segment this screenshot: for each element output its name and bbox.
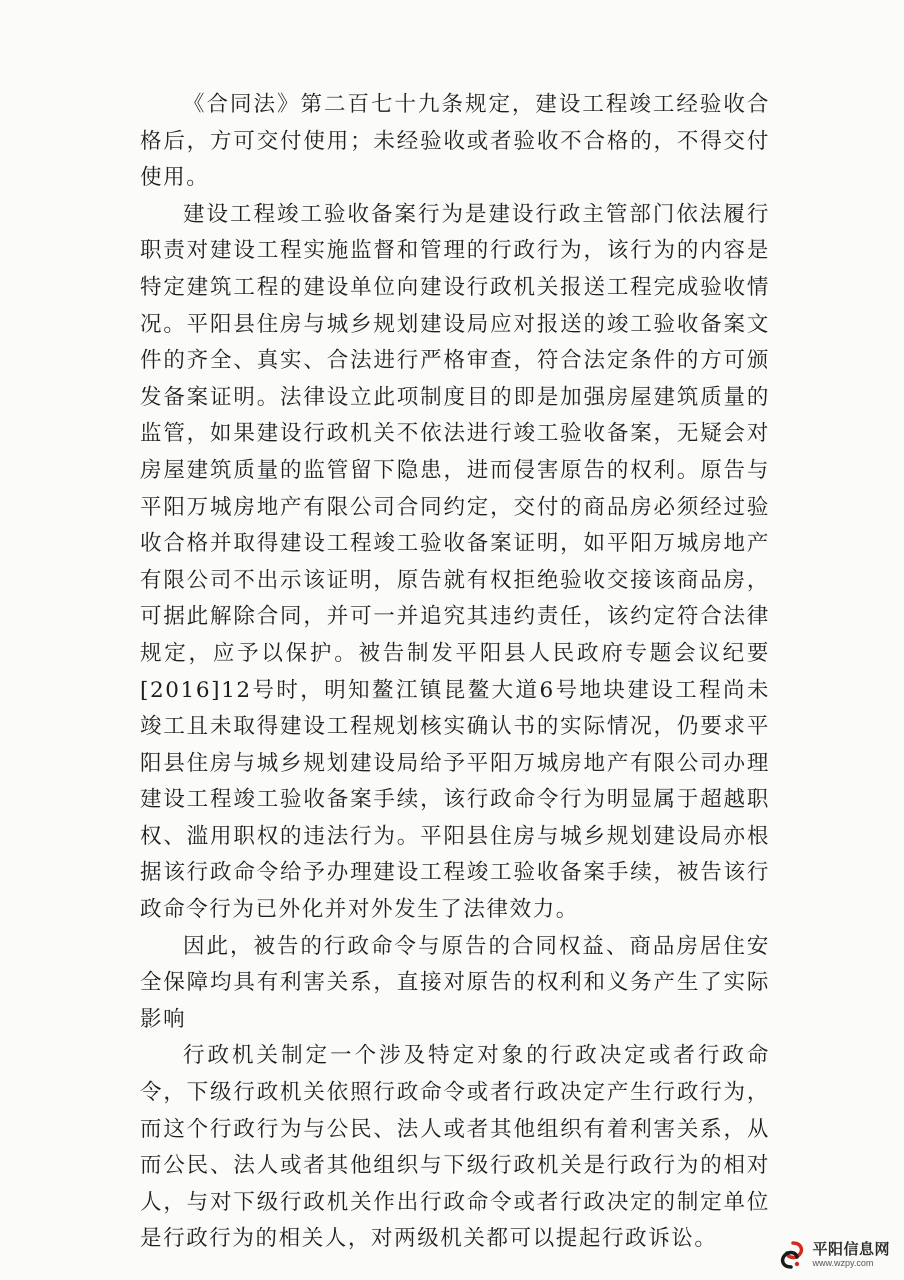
swirl-logo-icon (777, 1240, 807, 1270)
paragraph-contract-law: 《合同法》第二百七十九条规定，建设工程竣工经验收合格后，方可交付使用；未经验收或者验收不合格的，不得交付使用。 (140, 92, 770, 191)
site-watermark (777, 1240, 890, 1270)
paragraph-administrative-litigation: 行政机关制定一个涉及特定对象的行政决定或者行政命令，下级行政机关依照行政命令或者行政决定产生行政行为，而这个行政行为与公民、法人或者其他组织有着利害关系，从而公民、法人或者其他组织与下级行政机关是行政行为的相对人，与对下级行政机关作出行政命令或者行政决定的制定单位是行政行为的相关人，对两级机关都可以提起行政诉讼。 (140, 1043, 770, 1252)
paragraph-conclusion: 因此，被告的行政命令与原告的合同权益、商品房居住安全保障均具有利害关系，直接对原告的权利和义务产生了实际影响 (140, 933, 770, 1032)
watermark-site-name: 平阳信息网 (812, 1240, 890, 1258)
watermark-site-url: www.wzpy.com (812, 1258, 874, 1268)
paragraph-completion-filing: 建设工程竣工验收备案行为是建设行政主管部门依法履行职责对建设工程实施监督和管理的行政行为，该行为的内容是特定建筑工程的建设单位向建设行政机关报送工程完成验收情况。平阳县住房与城乡规划建设局应对报送的竣工验收备案文件的齐全、真实、合法进行严格审查，符合法定条件的方可颁发备案证明。法律设立此项制度目的即是加强房屋建筑质量的监管，如果建设行政机关不依法进行竣工验收备案，无疑会对房屋建筑质量的监管留下隐患，进而侵害原告的权利。原告与平阳万城房地产有限公司合同约定，交付的商品房必须经过验收合格并取得建设工程竣工验收备案证明，如平阳万城房地产有限公司不出示该证明，原告就有权拒绝验收交接该商品房，可据此解除合同，并可一并追究其违约责任，该约定符合法律规定，应予以保护。被告制发平阳县人民政府专题会议纪要[2016]12号时，明知鳌江镇昆鳌大道6号地块建设工程尚未竣工且未取得建设工程规划核实确认书的实际情况，仍要求平阳县住房与城乡规划建设局给予平阳万城房地产有限公司办理建设工程竣工验收备案手续，该行政命令行为明显属于超越职权、滥用职权的违法行为。平阳县住房与城乡规划建设局亦根据该行政命令给予办理建设工程竣工验收备案手续，被告该行政命令行为已外化并对外发生了法律效力。 (140, 201, 770, 923)
document-body (140, 87, 770, 1258)
